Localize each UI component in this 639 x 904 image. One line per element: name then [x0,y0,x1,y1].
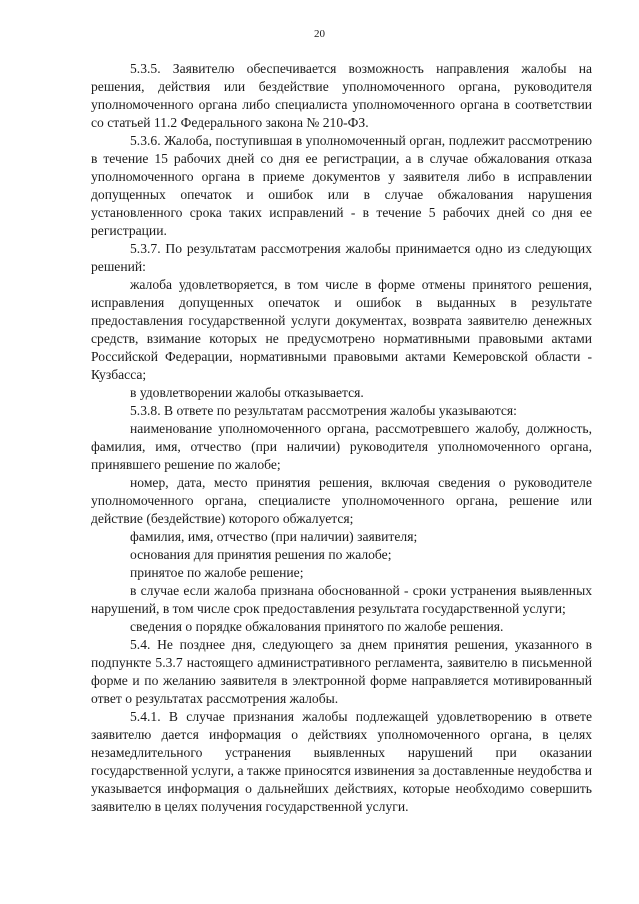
list-item: фамилия, имя, отчество (при наличии) заявителя; [130,529,418,544]
list-item: в случае если жалоба признана обоснованной - сроки устранения выявленных нарушений, в том числе срок предоставления результата государственной услуги; [91,583,592,616]
paragraph-5-4-1: 5.4.1. В случае признания жалобы подлежащей удовлетворению в ответе заявителю дается информация о действиях уполномоченного органа, в целях незамедлительного устранения выявленных нарушений при оказании государственной услуги, а также приносятся извинения за доставленные неудобства и указывается информация о дальнейших действиях, которые необходимо совершить заявителю в целях получения государственной услуги. [91,709,592,814]
paragraph-5-3-5: 5.3.5. Заявителю обеспечивается возможность направления жалобы на решения, действия или бездействие уполномоченного органа, руководителя уполномоченного органа либо специалиста уполномоченного органа в соответствии со статьей 11.2 Федерального закона № 210-ФЗ. [91,61,592,130]
document-body [91,60,592,816]
list-item: наименование уполномоченного органа, рассмотревшего жалобу, должность, фамилия, имя, отчество (при наличии) руководителя уполномоченного органа, принявшего решение по жалобе; [91,421,592,472]
list-item: принятое по жалобе решение; [130,565,304,580]
list-item: жалоба удовлетворяется, в том числе в форме отмены принятого решения, исправления допущенных опечаток и ошибок в выданных в результате предоставления государственной услуги документах, возврата заявителю денежных средств, взимание которых не предусмотрено нормативными правовыми актами Российской Федерации, нормативными правовыми актами Кемеровской области - Кузбасса; [91,277,592,382]
list-item: номер, дата, место принятия решения, включая сведения о руководителе уполномоченного органа, специалисте уполномоченного органа, решение или действие (бездействие) которого обжалуется; [91,475,592,526]
page-number: 20 [314,28,325,40]
paragraph-5-4: 5.4. Не позднее дня, следующего за днем принятия решения, указанного в подпункте 5.3.7 настоящего административного регламента, заявителю в письменной форме и по желанию заявителя в электронной форме направляется мотивированный ответ о результатах рассмотрения жалобы. [91,637,592,706]
list-item: сведения о порядке обжалования принятого по жалобе решения. [130,619,504,634]
paragraph-5-3-7: 5.3.7. По результатам рассмотрения жалобы принимается одно из следующих решений: [91,241,592,274]
paragraph-5-3-8: 5.3.8. В ответе по результатам рассмотрения жалобы указываются: [130,403,517,418]
list-item: основания для принятия решения по жалобе; [130,547,392,562]
paragraph-5-3-6: 5.3.6. Жалоба, поступившая в уполномоченный орган, подлежит рассмотрению в течение 15 рабочих дней со дня ее регистрации, а в случае обжалования отказа уполномоченного органа в приеме документов у заявителя либо в исправлении допущенных опечаток и ошибок или в случае обжалования нарушения установленного срока таких исправлений - в течение 5 рабочих дней со дня ее регистрации. [91,133,592,238]
list-item: в удовлетворении жалобы отказывается. [130,385,364,400]
